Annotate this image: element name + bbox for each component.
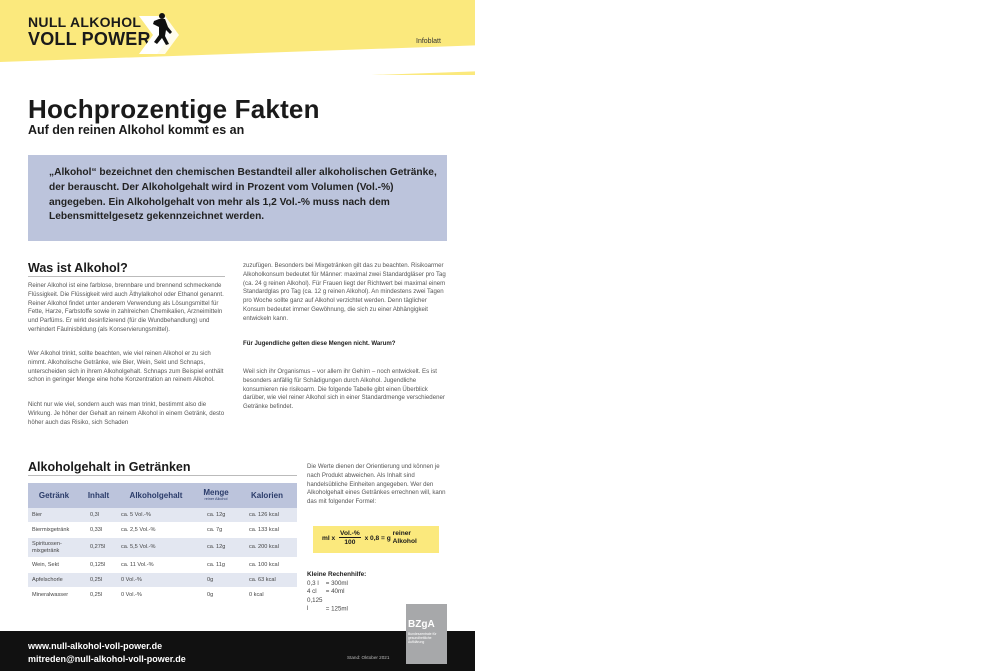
table-cell: ca. 11 Vol.-% <box>121 561 154 568</box>
calc-row: 0,125 l = 125ml <box>307 596 348 612</box>
brand-logo <box>28 14 151 50</box>
table-cell: Spirituosen-mixgetränk <box>32 541 62 554</box>
table-cell: Apfelschorle <box>32 576 63 583</box>
table-cell: ca. 100 kcal <box>249 561 279 568</box>
formula-result-bottom: Alkohol <box>392 538 417 545</box>
table-cell: ca. 63 kcal <box>249 576 276 583</box>
table-cell: ca. 7g <box>207 526 223 533</box>
logo-chevron-icon <box>135 12 195 58</box>
table-cell: ca. 126 kcal <box>249 511 279 518</box>
intro-text: „Alkohol“ bezeichnet den chemischen Bestandteil aller alkoholischen Getränke, der berauscht. Der Alkoholgehalt wird in Prozent vom Volumen (Vol.-%) angegeben. Ein Alkoholgehalt von mehr als 1,2 Vol.-% muss nach dem Lebensmittelgesetz gekennzeichnet werden. <box>49 167 437 223</box>
table-header-alkoholgehalt: Alkoholgehalt <box>129 490 183 500</box>
table-header-menge-label: Menge <box>203 488 229 497</box>
table-cell: 0,3l <box>90 511 100 518</box>
document-type-label: Infoblatt <box>416 38 441 45</box>
formula-result <box>393 530 417 546</box>
table-cell: 0 Vol.-% <box>121 591 142 598</box>
formula-fraction <box>339 530 361 546</box>
table-cell: 0,25l <box>90 591 103 598</box>
section-divider <box>28 475 297 476</box>
table-cell: Biermixgetränk <box>32 526 70 533</box>
table-cell: Mineralwasser <box>32 591 69 598</box>
table-cell: 0,125l <box>90 561 106 568</box>
table-cell: ca. 200 kcal <box>249 544 279 551</box>
table-cell: ca. 5 Vol.-% <box>121 511 151 518</box>
table-cell: 0,25l <box>90 576 103 583</box>
alcohol-content-table <box>28 483 297 603</box>
logo-line2: VOLL POWER <box>28 29 151 49</box>
table-cell: ca. 12g <box>207 511 226 518</box>
table-cell: Bier <box>32 511 42 518</box>
table-cell: ca. 2,5 Vol.-% <box>121 526 156 533</box>
table-cell: ca. 5,5 Vol.-% <box>121 544 156 551</box>
paragraph-drinks: Wer Alkohol trinkt, sollte beachten, wie viel reinen Alkohol er zu sich nimmt. Alkoholische Getränke, wie Bier, Wein, Sekt und Schnaps, unterscheiden sich in ihrem Alkoholgehalt. Schnaps zum Beispiel enthält schon in geringer Menge eine hohe Konzentration an reinem Alkohol. <box>28 350 224 384</box>
paragraph-question: Für Jugendliche gelten diese Mengen nicht. Warum? <box>243 340 396 347</box>
calc-help-list <box>307 580 348 613</box>
formula-result-top: reiner <box>392 530 411 537</box>
paragraph-risk: zuzufügen. Besonders bei Mixgetränken gilt das zu beachten. Risikoarmer Alkoholkonsum bedeutet für Männer: maximal zwei Standardgläser pro Tag (ca. 24 g reinen Alkohol). Für Frauen liegt der Richtwert bei maximal einem Standardglas pro Tag (ca. 12 g reinen Alkohol). An mindestens zwei Tagen pro Woche sollte ganz auf Alkohol verzichtet werden. Denn täglicher Konsum bedeutet immer Gewöhnung, die sich zu einer Abhängigkeit entwickeln kann. <box>243 262 446 322</box>
page-subtitle: Auf den reinen Alkohol kommt es an <box>28 123 245 137</box>
formula-numerator: Vol.-% <box>340 530 360 537</box>
table-cell: 0g <box>207 591 214 598</box>
bzga-logo-name: BZgA <box>408 619 435 630</box>
table-cell: ca. 11g <box>207 561 225 568</box>
footer-bar <box>0 631 475 671</box>
formula-factor: x 0,8 = g <box>364 534 391 542</box>
paragraph-effect: Nicht nur wie viel, sondern auch was man trinkt, bestimmt also die Wirkung. Je höher der Gehalt an reinem Alkohol in einem Getränk, desto höher auch das Risiko, sich Schaden <box>28 401 225 426</box>
alcohol-formula <box>322 530 417 546</box>
table-row <box>28 523 297 538</box>
table-row <box>28 538 297 558</box>
footer-website-link[interactable]: www.null-alkohol-voll-power.de <box>28 641 163 651</box>
table-cell: 0g <box>207 576 214 583</box>
table-cell: 0,275l <box>90 544 106 551</box>
formula-explanation: Die Werte dienen der Orientierung und können je nach Produkt abweichen. Als Inhalt sind handelsübliche Einheiten angegeben. Wer den Alkoholgehalt eines Getränkes errechnen will, kann das mit folgender Formel: <box>307 463 446 506</box>
calc-help-title: Kleine Rechenhilfe: <box>307 571 367 578</box>
table-header-kalorien: Kalorien <box>250 490 283 500</box>
table-cell: Wein, Sekt <box>32 561 59 568</box>
table-row <box>28 558 297 573</box>
calc-row: 4 cl = 40ml <box>307 588 345 596</box>
logo-line1: NULL ALKOHOL <box>28 14 142 30</box>
section-heading-alkoholgehalt: Alkoholgehalt in Getränken <box>28 460 191 474</box>
table-cell: ca. 133 kcal <box>249 526 279 533</box>
stand-date: Stand: Oktober 2021 <box>347 655 390 660</box>
table-cell: 0 kcal <box>249 591 264 598</box>
table-header-menge-sub: reiner Alkohol <box>204 497 228 501</box>
table-cell: 0 Vol.-% <box>121 576 142 583</box>
formula-denominator: 100 <box>344 539 356 546</box>
page-title: Hochprozentige Fakten <box>28 94 320 124</box>
section-heading-was-ist-alkohol: Was ist Alkohol? <box>28 261 128 275</box>
formula-ml: ml x <box>322 534 336 542</box>
table-header-row <box>28 483 297 508</box>
table-header-inhalt: Inhalt <box>87 490 110 500</box>
table-cell: 0,33l <box>90 526 103 533</box>
table-cell: ca. 12g <box>207 544 226 551</box>
calc-row: 0,3 l = 300ml <box>307 580 348 587</box>
table-row <box>28 573 297 588</box>
section-divider <box>28 276 225 277</box>
table-row <box>28 508 297 523</box>
table-row <box>28 588 297 603</box>
footer-email-link[interactable]: mitreden@null-alkohol-voll-power.de <box>28 654 186 664</box>
table-header-menge <box>195 489 237 502</box>
bzga-logo-subtitle: Bundeszentrale für gesundheitliche Aufklärung <box>408 632 437 645</box>
infoblatt-page <box>0 0 475 671</box>
table-header-getraenk: Getränk <box>38 490 70 500</box>
paragraph-youth: Weil sich ihr Organismus – vor allem ihr Gehirn – noch entwickelt. Es ist besonders anfällig für Schädigungen durch Alkohol. Jugendliche konsumieren nie risikoarm. Die folgende Tabelle gibt einen Überblick darüber, wie viel reiner Alkohol sich in einer Standardmenge verschiedener Getränke befindet. <box>243 368 445 411</box>
paragraph-definition: Reiner Alkohol ist eine farblose, brennbare und brennend schmeckende Flüssigkeit. Die Flüssigkeit wird auch Äthylalkohol oder Ethanol genannt. Reiner Alkohol findet unter anderem Verwendung als Lösungsmittel für Fette, Harze, Farbstoffe sowie in zahlreichen Chemikalien, Arzneimitteln und Parfüms. Er wirkt desinfizierend (für die Wundbehandlung) und verhindert Fäulnisbildung (als Konservierungsmittel). <box>28 282 224 333</box>
